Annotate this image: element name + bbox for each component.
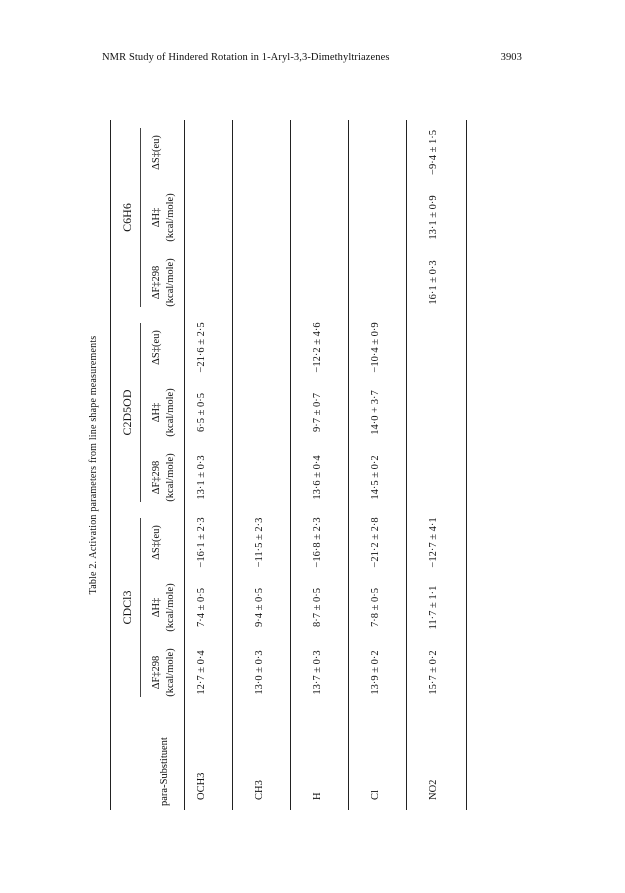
table-cell: 6·5 ± 0·5 — [196, 393, 207, 433]
group-header: CDCl3 — [120, 590, 134, 625]
running-head — [102, 52, 522, 68]
row-substituent: H — [312, 792, 323, 800]
table-rule — [466, 120, 467, 810]
table-rule — [348, 120, 349, 810]
group-header: C2D5OD — [120, 389, 134, 436]
column-header-unit: (kcal/mole) — [165, 388, 176, 437]
table-rule — [406, 120, 407, 810]
table-cell: −16·8 ± 2·3 — [312, 517, 323, 568]
row-substituent: CH3 — [254, 780, 265, 800]
table-cell: 15·7 ± 0·2 — [428, 650, 439, 695]
column-header-unit: (kcal/mole) — [165, 258, 176, 307]
table-cell: 9·4 ± 0·5 — [254, 588, 265, 628]
table-cell: 14·5 ± 0·2 — [370, 455, 381, 500]
table-cell: 13·9 ± 0·2 — [370, 650, 381, 695]
table-caption: Table 2. Activation parameters from line shape measurements — [88, 335, 99, 595]
table-cell: 13·1 ± 0·9 — [428, 195, 439, 240]
table-cell: −10·4 ± 0·9 — [370, 322, 381, 373]
row-substituent: OCH3 — [196, 772, 207, 800]
table-cell: −11·5 ± 2·3 — [254, 517, 265, 568]
table-cell: 7·8 ± 0·5 — [370, 588, 381, 628]
column-header: ΔF‡298 — [151, 460, 162, 495]
stub-header: para-Substituent — [159, 737, 170, 806]
table-cell: 13·7 ± 0·3 — [312, 650, 323, 695]
column-header-unit: (kcal/mole) — [165, 583, 176, 632]
table-rule — [110, 120, 111, 810]
row-substituent: Cl — [370, 790, 381, 800]
group-header: C6H6 — [120, 203, 134, 232]
table-rule — [290, 120, 291, 810]
column-header: ΔF‡298 — [151, 655, 162, 690]
table-cell: 16·1 ± 0·3 — [428, 260, 439, 305]
column-header: ΔH‡ — [151, 402, 162, 423]
table-cell: 9·7 ± 0·7 — [312, 393, 323, 433]
table-cell: 11·7 ± 1·1 — [428, 585, 439, 630]
row-substituent: NO2 — [428, 779, 439, 800]
column-header: ΔF‡298 — [151, 265, 162, 300]
running-head-title: NMR Study of Hindered Rotation in 1-Aryl-3,3-Dimethyltriazenes — [102, 52, 390, 63]
table-cell: −12·7 ± 4·1 — [428, 517, 439, 568]
page-number: 3903 — [500, 52, 522, 63]
column-header-unit: (kcal/mole) — [165, 648, 176, 697]
table-rule — [184, 120, 185, 810]
column-header: ΔH‡ — [151, 597, 162, 618]
table-cell: 14·0 + 3·7 — [370, 390, 381, 435]
group-rule — [140, 323, 141, 502]
table-cell: 13·1 ± 0·3 — [196, 455, 207, 500]
table-cell: 7·4 ± 0·5 — [196, 588, 207, 628]
group-rule — [140, 128, 141, 307]
activation-parameters-table — [80, 120, 540, 810]
table-rule — [232, 120, 233, 810]
table-cell: −9·4 ± 1·5 — [428, 130, 439, 175]
column-header: ΔS‡(eu) — [151, 525, 162, 560]
table-cell: −16·1 ± 2·3 — [196, 517, 207, 568]
column-header-unit: (kcal/mole) — [165, 453, 176, 502]
table-cell: 13·6 ± 0·4 — [312, 455, 323, 500]
column-header: ΔH‡ — [151, 207, 162, 228]
column-header-unit: (kcal/mole) — [165, 193, 176, 242]
column-header: ΔS‡(eu) — [151, 330, 162, 365]
table-cell: 8·7 ± 0·5 — [312, 588, 323, 628]
table-cell: −21·2 ± 2·8 — [370, 517, 381, 568]
group-rule — [140, 518, 141, 697]
table-cell: −21·6 ± 2·5 — [196, 322, 207, 373]
table-cell: 12·7 ± 0·4 — [196, 650, 207, 695]
table-cell: 13·0 ± 0·3 — [254, 650, 265, 695]
column-header: ΔS‡(eu) — [151, 135, 162, 170]
table-cell: −12·2 ± 4·6 — [312, 322, 323, 373]
